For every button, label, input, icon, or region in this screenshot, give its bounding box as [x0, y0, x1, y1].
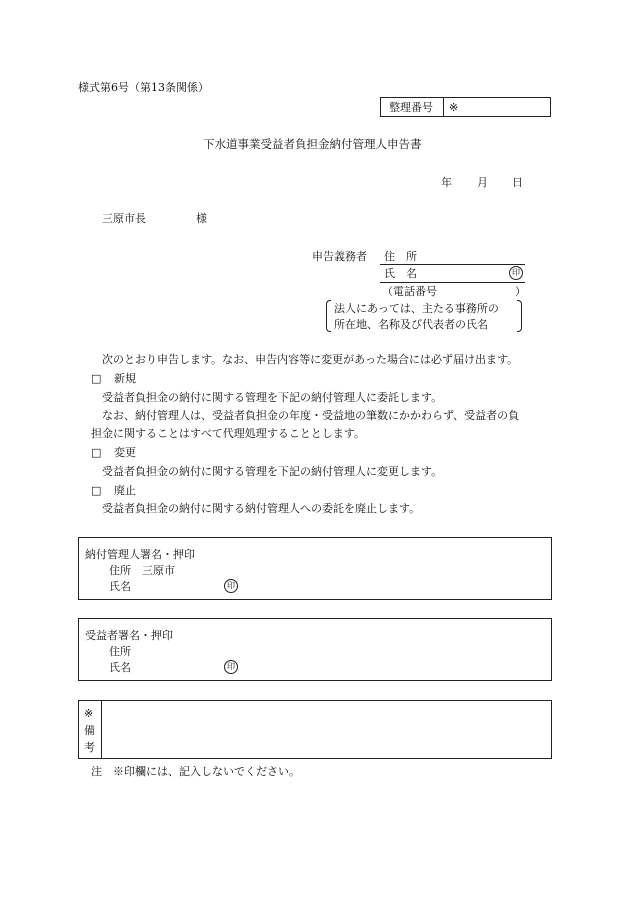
beneficiary-signature-box — [78, 618, 552, 681]
declarant-name-label: 氏 名 — [384, 267, 417, 280]
note-bracket-left — [326, 300, 331, 332]
addressee-honorific: 様 — [196, 212, 207, 225]
remarks-mark: ※ — [84, 707, 94, 720]
manager-seal-icon: 印 — [224, 579, 238, 593]
manager-name-label: 氏名 — [109, 580, 131, 593]
declarant-phone-close: ） — [515, 285, 526, 298]
beneficiary-seal-icon: 印 — [224, 660, 238, 674]
remarks-label-2: 考 — [84, 741, 95, 754]
declarant-seal-icon: 印 — [509, 266, 523, 280]
declarant-address-label: 住 所 — [384, 250, 417, 263]
declarant-phone-open: （電話番号 — [382, 285, 437, 298]
form-number: 様式第6号（第13条関係） — [78, 81, 209, 94]
option-cancel-checkbox[interactable]: □ — [91, 484, 102, 497]
date-day: 日 — [512, 176, 523, 189]
beneficiary-address: 住所 — [109, 645, 131, 658]
remarks-box — [78, 700, 552, 759]
option-cancel-text: 受益者負担金の納付に関する納付管理人への委託を廃止します。 — [102, 502, 421, 515]
reference-number-box — [380, 97, 551, 117]
option-change-label: 変更 — [114, 446, 136, 459]
declarant-name-line — [380, 282, 525, 283]
beneficiary-heading: 受益者署名・押印 — [85, 629, 173, 642]
date-month: 月 — [477, 176, 488, 189]
corporate-note-line2: 所在地、名称及び代表者の氏名 — [334, 318, 488, 331]
reference-divider — [443, 98, 444, 116]
declarant-address-line — [380, 264, 525, 265]
date-year: 年 — [441, 176, 452, 189]
reference-mark: ※ — [449, 101, 459, 114]
footnote: 注 ※印欄には、記入しないでください。 — [91, 765, 300, 778]
remarks-label-1: 備 — [84, 724, 95, 737]
manager-heading: 納付管理人署名・押印 — [85, 548, 195, 561]
option-new-text2: なお、納付管理人は、受益者負担金の年度・受益地の筆数にかかわらず、受益者の負 — [102, 409, 520, 422]
intro-text: 次のとおり申告します。なお、申告内容等に変更があった場合には必ず届け出ます。 — [102, 353, 519, 366]
addressee-name: 三原市長 — [102, 212, 146, 225]
option-new-checkbox[interactable]: □ — [91, 372, 102, 385]
reference-number-label: 整理番号 — [389, 101, 433, 114]
option-change-checkbox[interactable]: □ — [91, 446, 102, 459]
beneficiary-name-label: 氏名 — [109, 661, 131, 674]
declarant-label: 申告義務者 — [312, 250, 367, 263]
form-title: 下水道事業受益者負担金納付管理人申告書 — [203, 137, 422, 151]
option-new-text1: 受益者負担金の納付に関する管理を下記の納付管理人に委託します。 — [102, 391, 443, 404]
manager-address: 住所 三原市 — [109, 564, 175, 577]
option-new-text3: 担金に関することはすべて代理処理することとします。 — [91, 427, 365, 440]
option-cancel-label: 廃止 — [114, 484, 136, 497]
option-change-text: 受益者負担金の納付に関する管理を下記の納付管理人に変更します。 — [102, 465, 443, 478]
corporate-note-line1: 法人にあっては、主たる事務所の — [334, 302, 499, 315]
option-new-label: 新規 — [114, 372, 136, 385]
note-bracket-right — [517, 300, 522, 332]
remarks-divider — [101, 701, 102, 758]
manager-signature-box — [78, 537, 552, 600]
